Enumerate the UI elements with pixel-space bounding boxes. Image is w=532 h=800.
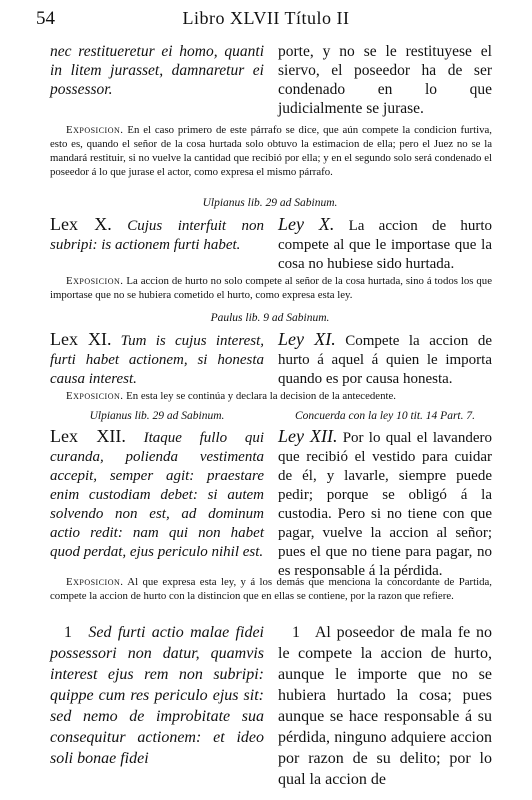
exposicion-note [50,389,492,403]
page-header [36,8,496,34]
latin-text: Tum is cujus interest, furti habet actionem, si honesta causa interest. [50,333,265,387]
exposicion-text: Al que expresa esta ley, y á los demás que menciona la concordante de Partida, compete la accion de hurto con la distincion que en ellas se contiene, por la razon que refiere. [50,576,492,602]
latin-text: Itaque fullo qui curanda, polienda vestimenta accepit, semper agit: praestare enim custodiam debet: si autem solvendo non est, ad dominum actio redit: nam qui non habet quod perdat, ejus periculo nihil est. [50,430,264,560]
ley-heading: Ley XII. [278,426,338,446]
exposicion-note [50,123,492,179]
exposicion-label: Exposicion. [66,576,124,588]
spanish-paragraph [278,215,492,274]
latin-paragraph [50,427,264,562]
latin-paragraph [50,622,264,769]
exposicion-note [50,575,492,603]
exposicion-text: La accion de hurto no solo compete al señor de la cosa hurtada, sino á todos los que importase que no se hubiera cometido el hurto, como expresa esta ley. [50,275,492,301]
latin-paragraph [50,215,264,255]
spanish-paragraph: porte, y no se le restituyese el siervo, el poseedor ha de ser condenado en lo que judicialmente se jurase. [278,43,492,117]
running-title: Libro XLVII Título II [182,8,350,28]
paragraph-number: 1 [292,624,300,641]
exposicion-label: Exposicion. [66,275,124,287]
source-citation: Ulpianus lib. 29 ad Sabinum. [202,197,338,209]
spanish-paragraph [278,622,492,790]
spanish-paragraph [278,427,492,581]
ley-heading: Ley X. [278,214,335,234]
exposicion-note [50,274,492,302]
spanish-text: Por lo qual el lavandero que recibió el vestido para cuidar de él, y lavarle, siempre puede pedir; porque se obligó á la custodia. Pero si no tiene con que pagar, vuelve la accion al señor; pues el que no tiene para pagar, no es responsable á la pérdida. [278,430,492,579]
exposicion-text: En esta ley se continúa y declara la decision de la antecedente. [126,390,396,402]
page-number: 54 [36,8,55,29]
latin-paragraph [50,330,264,389]
paragraph-number: 1 [64,624,72,641]
latin-text: Sed furti actio malae fidei possessori non datur, quamvis interest ejus rem non subripi: quippe cum res periculo ejus sit: sed nemo de improbitate sua consequitur actionem: et ideo soli bonae fidei [50,624,264,767]
spanish-text: La accion de hurto compete al que le importase que la cosa no hubiese sido hurtada. [278,218,493,272]
spanish-text: Compete la accion de hurto á aquel á quien le importa quando es por causa honesta. [278,333,493,387]
ley-heading: Ley XI. [278,329,336,349]
lex-heading: Lex XII. [50,426,126,446]
spanish-text: Al poseedor de mala fe no le compete la accion de hurto, aunque le importe que no se hubiera hurtado la cosa; pues aunque se hace responsable á su pérdida, ninguno adquiere accion por razon de su delito; por lo qual la accion de [278,624,492,788]
lex-heading: Lex X. [50,214,112,234]
exposicion-label: Exposicion. [66,124,124,136]
exposicion-text: En el caso primero de este párrafo se dice, que aún compete la condicion furtiva, esto es, quando el señor de la cosa hurtada solo obtuvo la estimacion de ella; pero el Juez no se la mandará restituir, si no vuelve la cantidad que recibió por ella; y en el segundo solo será condenado el poseedor á lo que jurase el actor, como expresa el mismo párrafo. [50,124,493,178]
lex-heading: Lex XI. [50,329,112,349]
concordance-citation: Concuerda con la ley 10 tit. 14 Part. 7. [294,410,476,422]
exposicion-label: Exposicion. [66,390,124,402]
source-citation-left: Ulpianus lib. 29 ad Sabinum. [89,410,225,422]
source-citation: Paulus lib. 9 ad Sabinum. [210,312,330,324]
latin-text: Cujus interfuit non subripi: is actionem furti habet. [50,218,265,253]
latin-paragraph: nec restitueretur ei homo, quanti in litem jurasset, damnaretur ei possessor. [50,43,264,98]
spanish-paragraph [278,330,492,389]
